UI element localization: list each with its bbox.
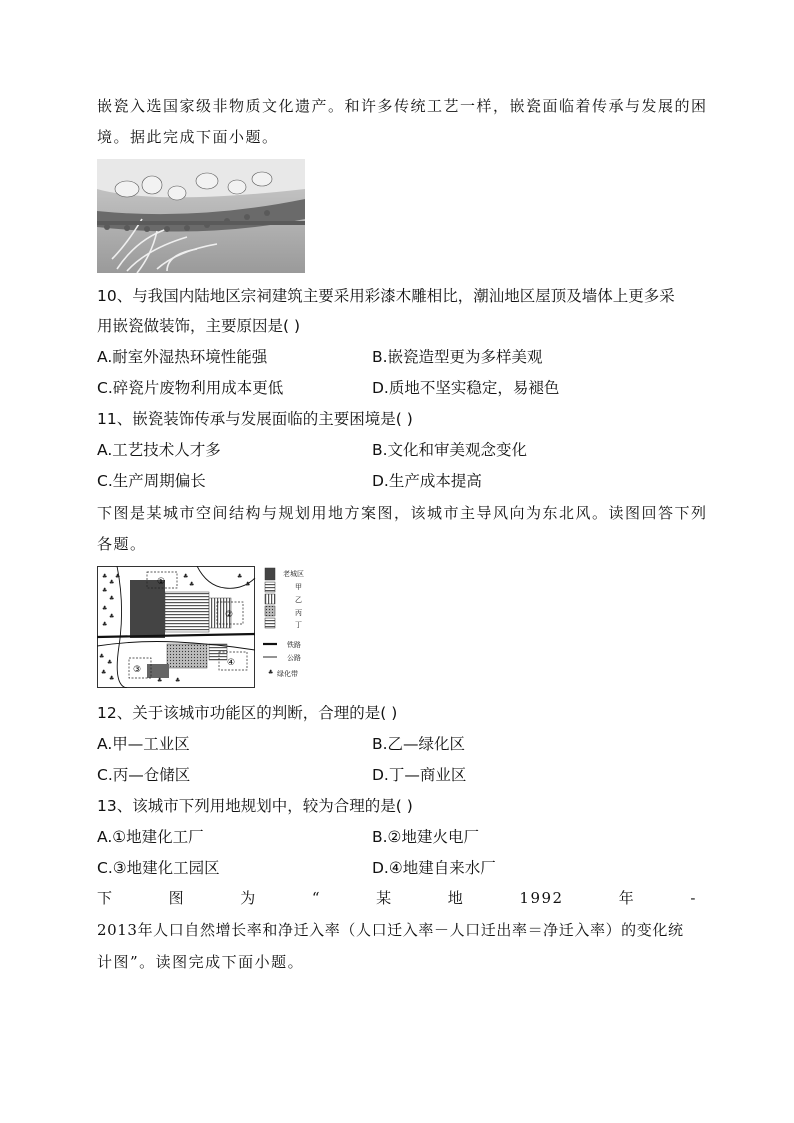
zone-jia — [165, 592, 209, 632]
zone-bing — [167, 644, 207, 668]
svg-text:♣: ♣ — [245, 581, 251, 588]
old-city-area — [130, 580, 165, 638]
q10-option-a[interactable]: A.耐室外湿热环境性能强 — [97, 348, 268, 366]
legend-jia: 甲 — [295, 583, 302, 591]
svg-text:♣: ♣ — [109, 579, 115, 586]
svg-text:♣: ♣ — [109, 675, 115, 682]
legend-greenbelt: 绿化带 — [277, 670, 298, 678]
zone-small — [147, 664, 169, 678]
population-intro-line-2: 2013年人口自然增长率和净迁入率（人口迁入率－人口迁出率＝净迁入率）的变化统 — [97, 921, 684, 939]
legend-railway: 铁路 — [287, 641, 301, 649]
q13-option-d[interactable]: D.④地建自来水厂 — [372, 859, 496, 877]
legend-old-city: 老城区 — [283, 570, 304, 578]
q10-stem-line-1: 10、与我国内陆地区宗祠建筑主要采用彩漆木雕相比，潮汕地区屋顶及墙体上更多采 — [97, 287, 675, 305]
svg-text:♣: ♣ — [109, 595, 115, 602]
token: “ — [311, 889, 322, 907]
q12-option-b[interactable]: B.乙—绿化区 — [372, 735, 466, 753]
legend-yi: 乙 — [295, 596, 302, 604]
q13-option-b[interactable]: B.②地建火电厂 — [372, 828, 479, 846]
token: 下 — [97, 889, 114, 907]
svg-text:♣: ♣ — [157, 677, 163, 684]
token: 某 — [376, 889, 393, 907]
site-2-label: ② — [225, 610, 234, 620]
population-intro-line-1 — [97, 888, 697, 908]
site-3-label: ③ — [133, 665, 142, 675]
svg-text:♣: ♣ — [102, 573, 108, 580]
token: - — [690, 889, 697, 907]
svg-text:♣: ♣ — [183, 573, 189, 580]
population-intro-line-3: 计图”。读图完成下面小题。 — [97, 953, 305, 971]
q11-option-a[interactable]: A.工艺技术人才多 — [97, 441, 221, 459]
q10-option-b[interactable]: B.嵌瓷造型更为多样美观 — [372, 348, 543, 366]
map-intro-line-1: 下图是某城市空间结构与规划用地方案图，该城市主导风向为东北风。读图回答下列 — [97, 504, 708, 522]
q12-option-d[interactable]: D.丁—商业区 — [372, 766, 467, 784]
svg-text:♣: ♣ — [102, 605, 108, 612]
site-1-label: ① — [157, 577, 166, 587]
svg-text:♣: ♣ — [99, 653, 105, 660]
q10-option-c[interactable]: C.碎瓷片废物利用成本更低 — [97, 379, 284, 397]
token: 1992 — [519, 889, 564, 907]
q13-option-c[interactable]: C.③地建化工园区 — [97, 859, 220, 877]
svg-text:♣: ♣ — [115, 573, 121, 580]
q11-stem: 11、嵌瓷装饰传承与发展面临的主要困境是( ) — [97, 410, 413, 428]
svg-text:♣: ♣ — [102, 621, 108, 628]
svg-text:♣: ♣ — [102, 587, 108, 594]
q13-option-a[interactable]: A.①地建化工厂 — [97, 828, 204, 846]
svg-text:♣: ♣ — [175, 677, 181, 684]
token: 图 — [168, 889, 186, 907]
token: 为 — [240, 889, 257, 907]
svg-text:♣: ♣ — [268, 669, 274, 676]
embedded-porcelain-photo — [97, 159, 305, 273]
q12-option-c[interactable]: C.丙—仓储区 — [97, 766, 191, 784]
q11-option-d[interactable]: D.生产成本提高 — [372, 472, 482, 490]
q10-stem-line-2: 用嵌瓷做装饰，主要原因是( ) — [97, 317, 301, 335]
q13-stem: 13、该城市下列用地规划中，较为合理的是( ) — [97, 797, 413, 815]
q11-option-b[interactable]: B.文化和审美观念变化 — [372, 441, 528, 459]
site-4-label: ④ — [227, 658, 236, 668]
legend-ding: 丁 — [295, 621, 302, 629]
svg-text:♣: ♣ — [101, 669, 107, 676]
q11-option-c[interactable]: C.生产周期偏长 — [97, 472, 206, 490]
svg-text:♣: ♣ — [109, 613, 115, 620]
q10-option-d[interactable]: D.质地不坚实稳定，易褪色 — [372, 379, 560, 397]
svg-text:♣: ♣ — [107, 659, 113, 666]
token: 年 — [618, 889, 636, 907]
map-legend — [263, 568, 304, 678]
city-planning-map — [97, 566, 331, 688]
intro-line-2: 境。据此完成下面小题。 — [97, 128, 279, 146]
token: 地 — [447, 889, 465, 907]
svg-text:♣: ♣ — [237, 573, 243, 580]
legend-road: 公路 — [287, 654, 301, 662]
intro-line-1: 嵌瓷入选国家级非物质文化遗产。和许多传统工艺一样，嵌瓷面临着传承与发展的困 — [97, 97, 708, 115]
map-intro-line-2: 各题。 — [97, 535, 147, 553]
q12-option-a[interactable]: A.甲—工业区 — [97, 735, 190, 753]
q12-stem: 12、关于该城市功能区的判断，合理的是( ) — [97, 704, 398, 722]
svg-text:♣: ♣ — [189, 581, 195, 588]
legend-bing: 丙 — [295, 609, 302, 617]
